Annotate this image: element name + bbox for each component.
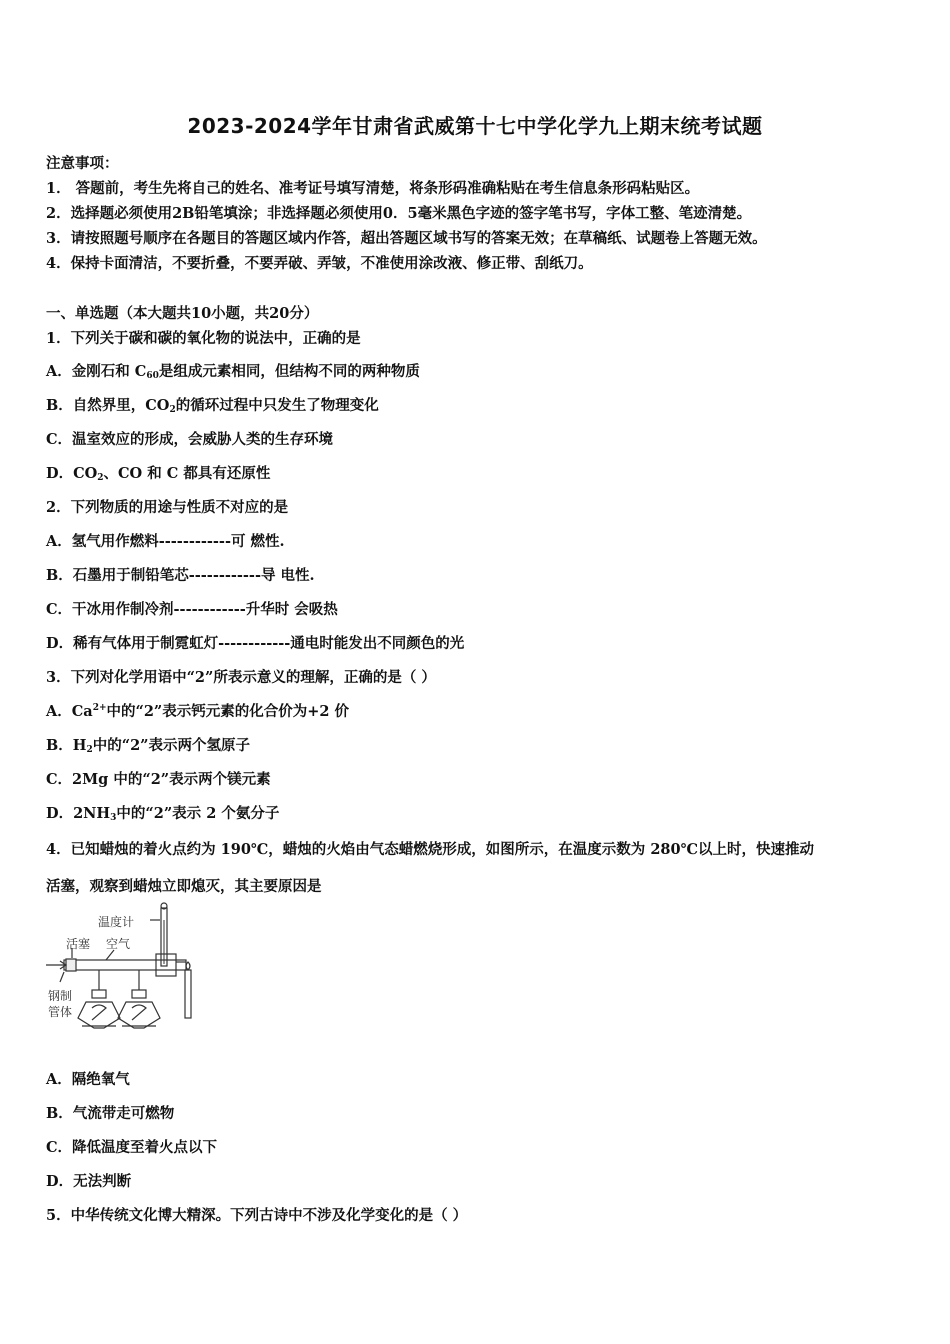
q1-a-text-rest: 是组成元素相同，但结构不同的两种物质 [158,363,420,380]
section-heading: 一、单选题（本大题共10小题，共20分） [46,305,319,322]
q2-option-a: A．氢气用作燃料------------可 燃性. [46,533,285,550]
q1-option-c: C．温室效应的形成，会威胁人类的生存环境 [46,431,334,448]
apparatus-diagram [44,900,204,1050]
candle-shape [185,970,191,1018]
piston-shape [66,959,76,971]
pipe-junction [156,954,176,976]
q1-d-text-rest: 、CO 和 C 都具有还原性 [103,465,271,482]
candle-flame [186,962,190,970]
q3-d-text-rest: 中的“2”表示 2 个氨分子 [116,805,280,822]
burner-right [118,1002,160,1028]
notice-item-1: 1． 答题前，考生先将自己的姓名、准考证号填写清楚，将条形码准确粘贴在考生信息条形码粘贴区。 [46,180,700,197]
q1-a-text: A．金刚石和 C [46,363,147,380]
q4-option-c: C．降低温度至着火点以下 [46,1139,218,1156]
q1-option-b [46,394,379,415]
notice-item-2: 2．选择题必须使用2B铅笔填涂；非选择题必须使用0．5毫米黑色字迹的签字笔书写，字体工整、笔迹清楚。 [46,205,752,222]
notice-item-3: 3．请按照题号顺序在各题目的答题区域内作答，超出答题区域书写的答案无效；在草稿纸、试题卷上答题无效。 [46,230,767,247]
q1-option-a [46,360,420,381]
q1-b-sub: 2 [169,405,176,415]
tube-holder-right [132,990,146,998]
q4-option-b: B．气流带走可燃物 [46,1105,175,1122]
q5-stem: 5．中华传统文化博大精深。下列古诗中不涉及化学变化的是（ ） [46,1207,468,1224]
q2-option-d: D．稀有气体用于制霓虹灯------------通电时能发出不同颜色的光 [46,635,465,652]
q1-d-sub: 2 [97,473,104,483]
q1-option-d [46,462,270,483]
page-title: 2023-2024学年甘肃省武威第十七中学化学九上期末统考试题 [187,114,763,138]
label-tube-1: 钢制 [48,989,73,1003]
q3-stem: 3．下列对化学用语中“2”所表示意义的理解，正确的是（ ） [46,669,436,686]
label-tube-2: 管体 [48,1005,73,1019]
q3-d-text: D．2NH [46,805,111,822]
q3-option-a [46,700,349,721]
label-piston: 活塞 [66,937,91,951]
q1-stem: 1．下列关于碳和碳的氧化物的说法中，正确的是 [46,330,361,347]
q3-b-text: B．H [46,737,87,754]
q3-option-c: C．2Mg 中的“2”表示两个镁元素 [46,771,271,788]
q4-option-a: A．隔绝氧气 [46,1071,130,1088]
burner-left [78,1002,120,1028]
candle-apparatus-figure [44,900,204,1050]
q3-b-sub: 2 [86,745,93,755]
q3-b-text-rest: 中的“2”表示两个氢原子 [92,737,251,754]
q2-stem: 2．下列物质的用途与性质不对应的是 [46,499,289,516]
q2-option-c: C．干冰用作制冷剂------------升华时 会吸热 [46,601,338,618]
notice-heading: 注意事项： [46,155,119,172]
q4-option-d: D．无法判断 [46,1173,132,1190]
q3-d-sub: 3 [110,813,117,823]
q3-a-text: A．Ca [46,703,93,720]
q3-a-text-rest: 中的“2”表示钙元素的化合价为+2 价 [106,703,350,720]
tube-holder-left [92,990,106,998]
q3-a-sup: 2+ [92,703,107,713]
q4-stem-line-1: 4．已知蜡烛的着火点约为 190℃，蜡烛的火焰由气态蜡燃烧形成，如图所示，在温度示数为 280℃以上时，快速推动 [46,841,814,858]
label-air: 空气 [106,937,131,951]
q1-d-text: D．CO [46,465,98,482]
notice-item-4: 4．保持卡面清洁，不要折叠，不要弄破、弄皱，不准使用涂改液、修正带、刮纸刀。 [46,255,593,272]
label-thermometer: 温度计 [98,915,135,929]
q3-option-d [46,802,279,823]
steel-pipe [64,960,186,970]
q4-stem-line-2: 活塞，观察到蜡烛立即熄灭，其主要原因是 [46,878,322,895]
q1-b-text: B．自然界里，CO [46,397,170,414]
q3-option-b [46,734,250,755]
q2-option-b: B．石墨用于制铅笔芯------------导 电性. [46,567,315,584]
q1-a-sub: 60 [146,371,159,381]
q1-b-text-rest: 的循环过程中只发生了物理变化 [175,397,379,414]
